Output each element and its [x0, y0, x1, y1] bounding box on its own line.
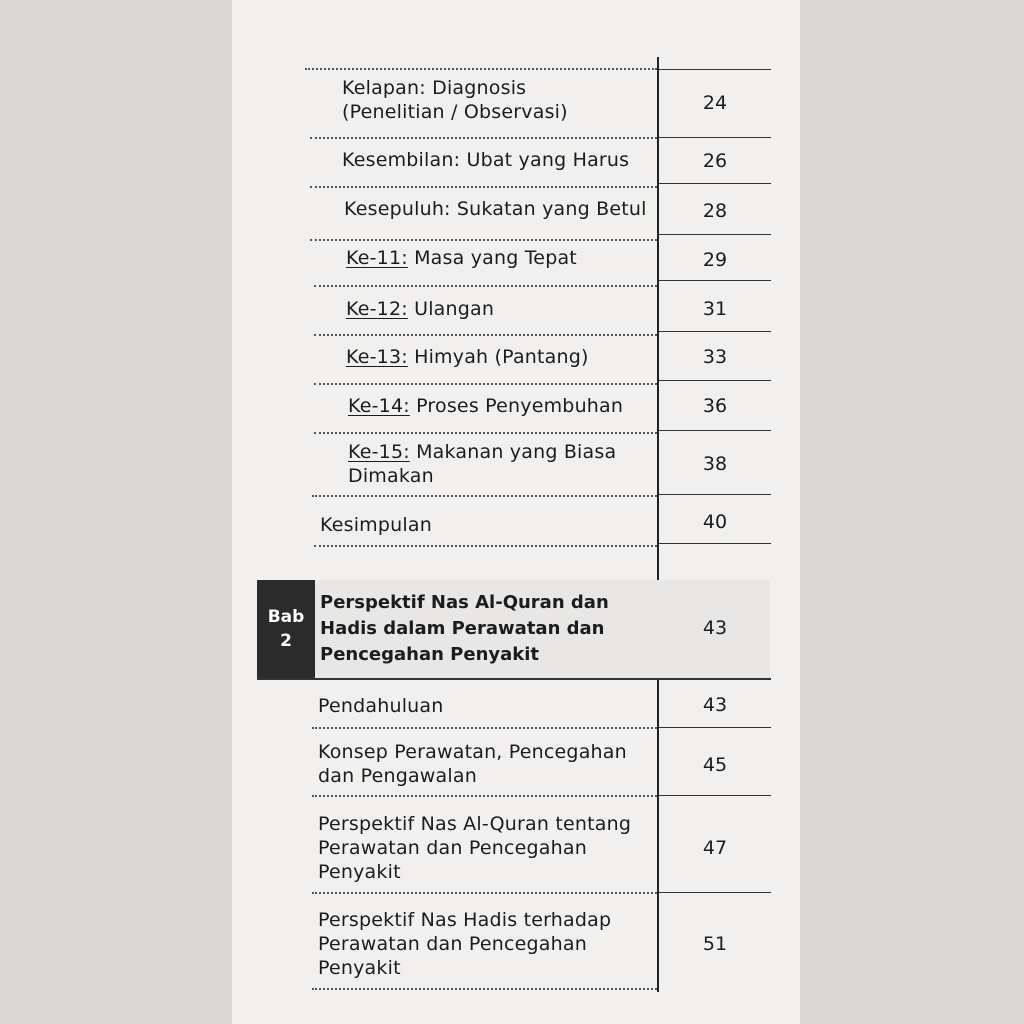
- toc-entry-page: 36: [702, 395, 728, 417]
- page-column-divider: [657, 57, 659, 992]
- row-separator: [659, 234, 771, 235]
- toc-entry-title: Kelapan: Diagnosis (Penelitian / Observasi): [342, 77, 568, 123]
- row-separator: [312, 988, 657, 990]
- row-separator: [314, 334, 657, 336]
- row-separator: [312, 495, 657, 497]
- chapter-title: Perspektif Nas Al-Quran dan Hadis dalam Perawatan dan Pencegahan Penyakit: [320, 592, 609, 665]
- row-separator: [659, 183, 771, 184]
- row-separator: [305, 68, 657, 70]
- toc-entry-page: 29: [702, 249, 728, 271]
- chapter-bottom-rule: [257, 678, 771, 680]
- toc-entry-title: Ke-12: Ulangan: [346, 298, 495, 320]
- row-separator: [310, 239, 657, 241]
- toc-section-page: 43: [702, 694, 728, 716]
- row-separator: [659, 494, 771, 495]
- row-separator: [659, 69, 771, 70]
- toc-entry-page: 31: [702, 298, 728, 320]
- toc-section-title: Pendahuluan: [318, 695, 444, 717]
- toc-entry-page: 38: [702, 453, 728, 475]
- toc-section-title: Perspektif Nas Hadis terhadap Perawatan dan Pencegahan Penyakit: [318, 909, 612, 979]
- toc-entry-title: Ke-15: Makanan yang Biasa Dimakan: [348, 441, 617, 487]
- toc-entry-title: Ke-11: Masa yang Tepat: [346, 247, 577, 269]
- toc-entry-title: Ke-13: Himyah (Pantang): [346, 346, 589, 368]
- chapter-label: Bab 2: [257, 580, 315, 678]
- row-separator: [659, 331, 771, 332]
- toc-section-page: 51: [702, 933, 728, 955]
- toc-entry-page: 28: [702, 200, 728, 222]
- toc-entry-title: Kesimpulan: [320, 514, 432, 536]
- row-separator: [659, 380, 771, 381]
- row-separator: [314, 545, 657, 547]
- toc-section-page: 47: [702, 837, 728, 859]
- toc-section-title: Konsep Perawatan, Pencegahan dan Pengawalan: [318, 741, 627, 787]
- row-separator: [310, 137, 657, 139]
- toc-entry-page: 40: [702, 511, 728, 533]
- row-separator: [659, 280, 771, 281]
- toc-section-page: 45: [702, 754, 728, 776]
- row-separator: [312, 795, 657, 797]
- row-separator: [314, 383, 657, 385]
- toc-section-title: Perspektif Nas Al-Quran tentang Perawatan dan Pencegahan Penyakit: [318, 813, 632, 883]
- row-separator: [659, 795, 771, 796]
- row-separator: [659, 137, 771, 138]
- toc-entry-page: 33: [702, 346, 728, 368]
- row-separator: [312, 727, 657, 729]
- row-separator: [659, 892, 771, 893]
- toc-entry-page: 26: [702, 150, 728, 172]
- toc-entry-title: Kesepuluh: Sukatan yang Betul: [344, 198, 647, 220]
- row-separator: [314, 432, 657, 434]
- row-separator: [312, 892, 657, 894]
- toc-entry-title: Kesembilan: Ubat yang Harus: [342, 149, 630, 171]
- chapter-page: 43: [702, 617, 728, 639]
- toc-entry-page: 24: [702, 92, 728, 114]
- toc-entry-title: Ke-14: Proses Penyembuhan: [348, 395, 624, 417]
- row-separator: [310, 186, 657, 188]
- row-separator: [659, 543, 771, 544]
- row-separator: [659, 727, 771, 728]
- row-separator: [314, 285, 657, 287]
- row-separator: [659, 430, 771, 431]
